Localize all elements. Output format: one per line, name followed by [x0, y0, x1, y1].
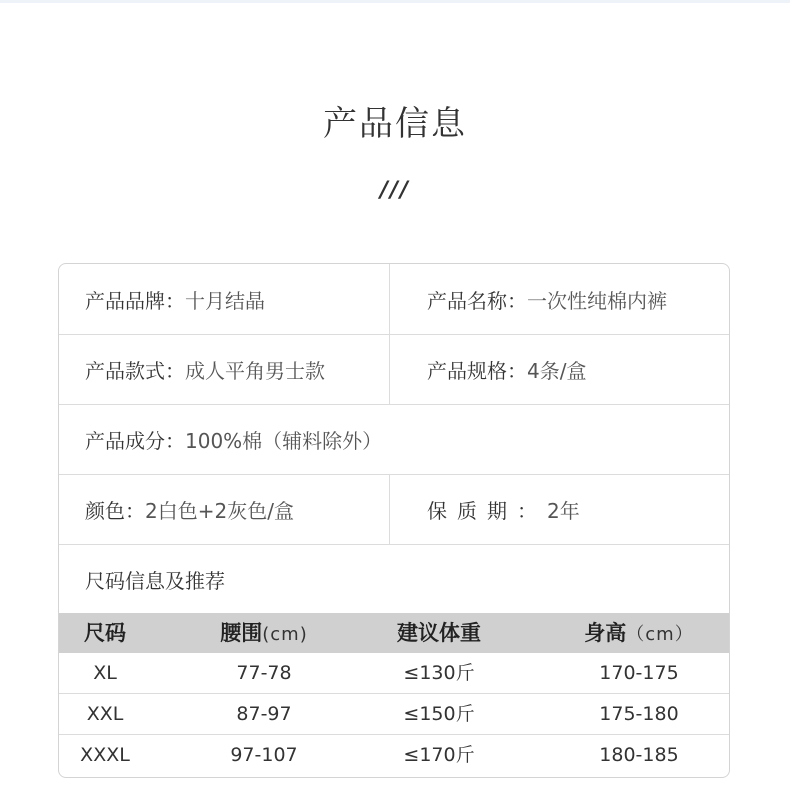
height-cell: 170-175: [599, 662, 679, 684]
spec-value: 4条/盒: [527, 359, 587, 383]
weight-cell: ≤130斤: [403, 662, 475, 684]
page-title: 产品信息: [323, 104, 467, 144]
size-table-header: [59, 613, 729, 653]
weight-cell: ≤170斤: [403, 744, 475, 766]
title-decoration: ///: [379, 178, 411, 203]
height-cell: 175-180: [599, 703, 679, 725]
header-waist: [199, 613, 329, 653]
spec-cell: [390, 335, 729, 404]
height-cell: 180-185: [599, 744, 679, 766]
spec-label: 产品规格：: [427, 359, 527, 383]
info-row-brand-name: [59, 264, 729, 335]
product-info-table: [58, 263, 730, 778]
size-section-row: [59, 545, 729, 613]
info-row-style-spec: [59, 335, 729, 405]
shelf-life-cell: [390, 475, 729, 544]
material-cell: [59, 405, 729, 474]
brand-label: 产品品牌：: [85, 288, 185, 313]
color-cell: [59, 475, 390, 544]
header-height: [559, 613, 719, 653]
material-value: 100%棉（辅料除外）: [185, 429, 383, 453]
shelf-life-value: 2年: [547, 499, 580, 523]
header-weight: 建议体重: [397, 621, 481, 645]
size-row: [59, 653, 729, 694]
product-name-label: 产品名称：: [427, 288, 527, 313]
header-height-label: 身高: [584, 621, 627, 645]
header-height-unit: （cm）: [626, 624, 694, 645]
header-size: 尺码: [84, 621, 126, 645]
product-name-value: 一次性纯棉内裤: [527, 288, 667, 313]
waist-cell: 77-78: [236, 662, 292, 684]
brand-cell: [59, 264, 390, 334]
info-row-material: [59, 405, 729, 475]
waist-cell: 87-97: [236, 703, 292, 725]
weight-cell: ≤150斤: [403, 703, 475, 725]
size-cell: XXL: [86, 703, 124, 725]
material-label: 产品成分：: [85, 429, 185, 453]
brand-value: 十月结晶: [185, 288, 265, 313]
color-label: 颜色：: [85, 499, 145, 523]
size-row: [59, 735, 729, 776]
product-name-cell: [390, 264, 729, 334]
header-waist-label: 腰围: [220, 621, 263, 645]
size-row: [59, 694, 729, 735]
shelf-life-label: 保质期：: [427, 499, 547, 523]
waist-cell: 97-107: [230, 744, 298, 766]
header-waist-unit: (cm): [262, 624, 308, 645]
style-cell: [59, 335, 390, 404]
top-strip: [0, 0, 790, 3]
color-value: 2白色+2灰色/盒: [145, 499, 294, 523]
style-value: 成人平角男士款: [185, 359, 325, 383]
size-cell: XL: [93, 662, 117, 684]
style-label: 产品款式：: [85, 359, 185, 383]
size-section-title: 尺码信息及推荐: [85, 568, 225, 593]
info-row-color-shelf-life: [59, 475, 729, 545]
size-cell: XXXL: [80, 744, 130, 766]
